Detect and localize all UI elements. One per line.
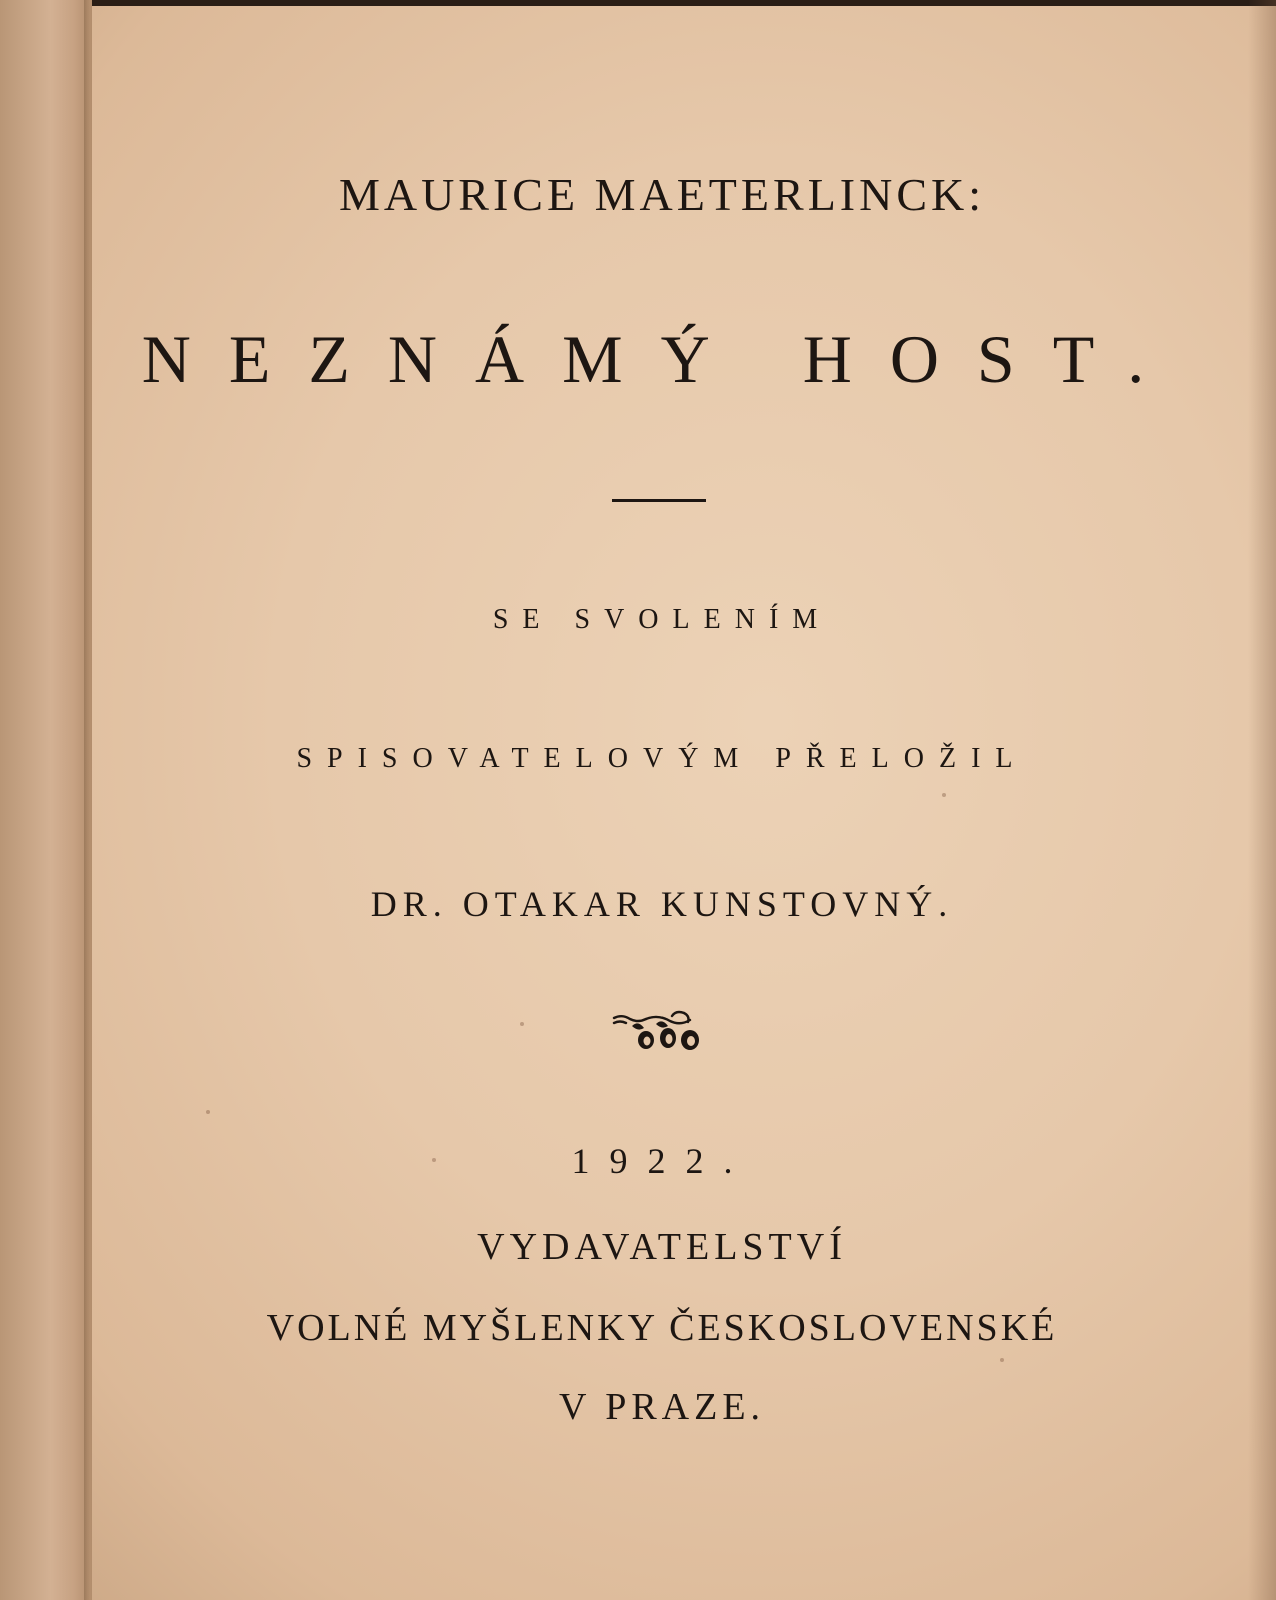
translator-name: DR. OTAKAR KUNSTOVNÝ. [370,884,954,924]
publication-city: V PRAZE. [558,1386,766,1428]
book-title: NEZNÁMÝ HOST. [141,321,1183,397]
floral-vignette-icon [610,1010,706,1056]
publication-year: 1922. [571,1141,753,1181]
publisher-line-1: VYDAVATELSTVÍ [477,1226,847,1268]
top-edge-shadow [0,0,1276,6]
gutter-shadow [84,0,90,1600]
book-spine-gutter [0,0,92,1600]
paper-speck [1000,1358,1004,1362]
publisher-line-2: VOLNÉ MYŠLENKY ČESKOSLOVENSKÉ [266,1307,1058,1349]
permission-line-2: SPISOVATELOVÝM PŘELOŽIL [296,743,1028,774]
author-name: MAURICE MAETERLINCK: [338,169,986,220]
paper-speck [206,1110,210,1114]
paper-speck [520,1022,524,1026]
page-edge-shadow [1248,0,1276,1600]
title-divider [612,499,706,502]
paper-speck [942,793,946,797]
permission-line-1: SE SVOLENÍM [492,604,832,635]
